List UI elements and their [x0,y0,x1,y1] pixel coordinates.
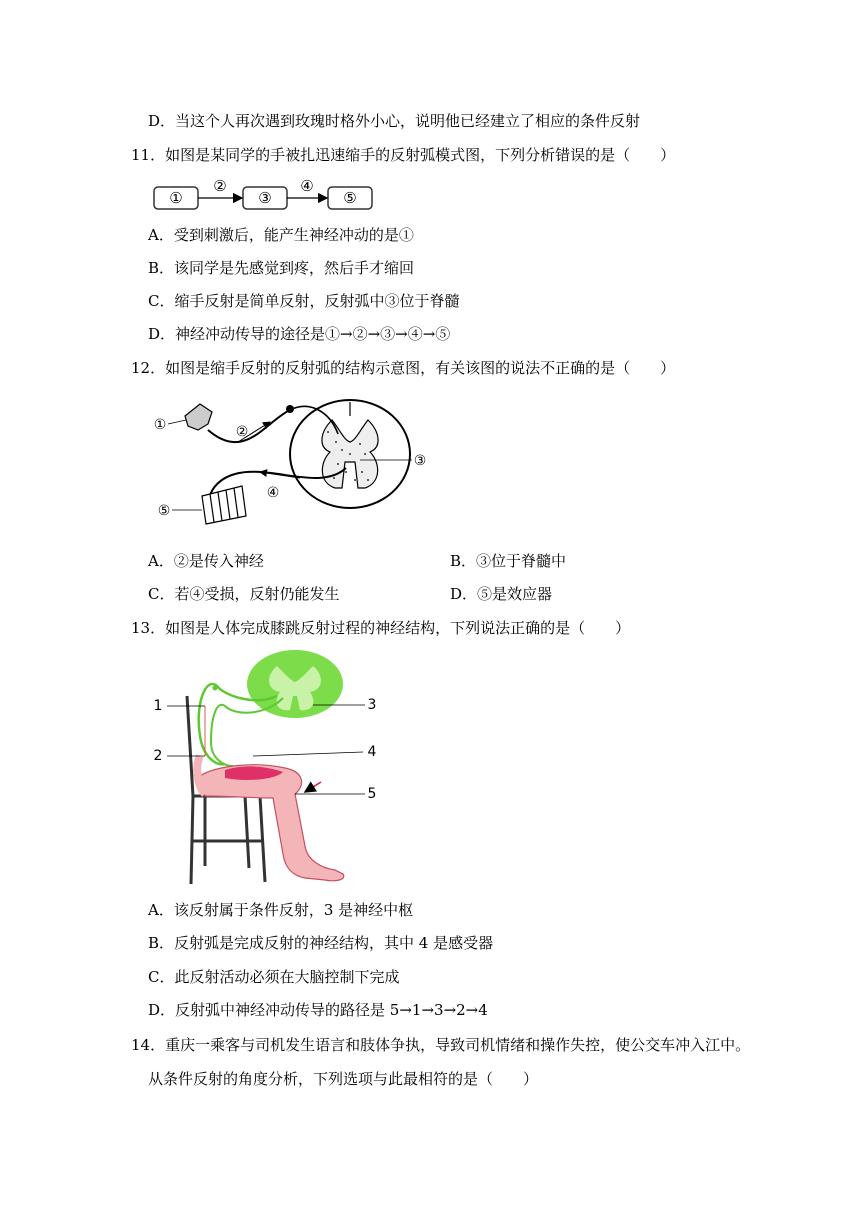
q11-box-1: ① [169,189,183,207]
q11-flow-diagram [150,176,380,214]
q13-option-b: B．反射弧是完成反射的神经结构，其中 4 是感受器 [148,934,494,952]
q12-stem: 12．如图是缩手反射的反射弧的结构示意图，有关该图的说法不正确的是（ ） [131,359,676,377]
q13-option-d: D．反射弧中神经冲动传导的路径是 5→1→3→2→4 [148,1001,488,1019]
q13-stem: 13．如图是人体完成膝跳反射过程的神经结构，下列说法正确的是（ ） [131,619,631,637]
q11-option-a: A．受到刺激后，能产生神经冲动的是① [148,226,414,244]
q12-option-b: B．③位于脊髓中 [450,552,567,570]
q13-option-a: A．该反射属于条件反射，3 是神经中枢 [148,901,414,919]
q12-label-5: ⑤ [157,503,171,519]
q13-knee-jerk-diagram [145,646,385,888]
q12-label-2: ② [235,424,249,440]
q13-label-1: 1 [153,698,163,714]
q12-option-d: D．⑤是效应器 [450,585,553,603]
q13-label-5: 5 [367,786,377,802]
q11-arrow-4: ④ [300,177,314,195]
q11-box-5: ⑤ [343,189,357,207]
q13-label-4: 4 [367,744,377,760]
q11-box-3: ③ [258,189,272,207]
q14-stem-line1: 14．重庆一乘客与司机发生语言和肢体争执，导致司机情绪和操作失控，使公交车冲入江中。 [131,1036,751,1054]
q12-label-4: ④ [266,485,280,501]
q11-stem: 11．如图是某同学的手被扎迅速缩手的反射弧模式图，下列分析错误的是（ ） [131,146,676,164]
q13-label-2: 2 [153,748,163,764]
q10-option-d: D．当这个人再次遇到玫瑰时格外小心，说明他已经建立了相应的条件反射 [148,112,641,130]
q11-option-c: C．缩手反射是简单反射，反射弧中③位于脊髓 [148,292,460,310]
q11-arrow-2: ② [213,177,227,195]
q12-option-a: A．②是传入神经 [148,552,264,570]
q14-stem-line2: 从条件反射的角度分析，下列选项与此最相符的是（ ） [148,1070,539,1088]
q13-option-c: C．此反射活动必须在大脑控制下完成 [148,968,400,986]
q12-reflex-arc-diagram [150,392,440,532]
q13-label-3: 3 [367,697,377,713]
q12-label-1: ① [153,417,167,433]
q12-option-c: C．若④受损，反射仍能发生 [148,585,340,603]
q11-option-b: B．该同学是先感觉到疼，然后手才缩回 [148,259,415,277]
q11-option-d: D．神经冲动传导的途径是①→②→③→④→⑤ [148,325,451,343]
q12-label-3: ③ [413,453,427,469]
